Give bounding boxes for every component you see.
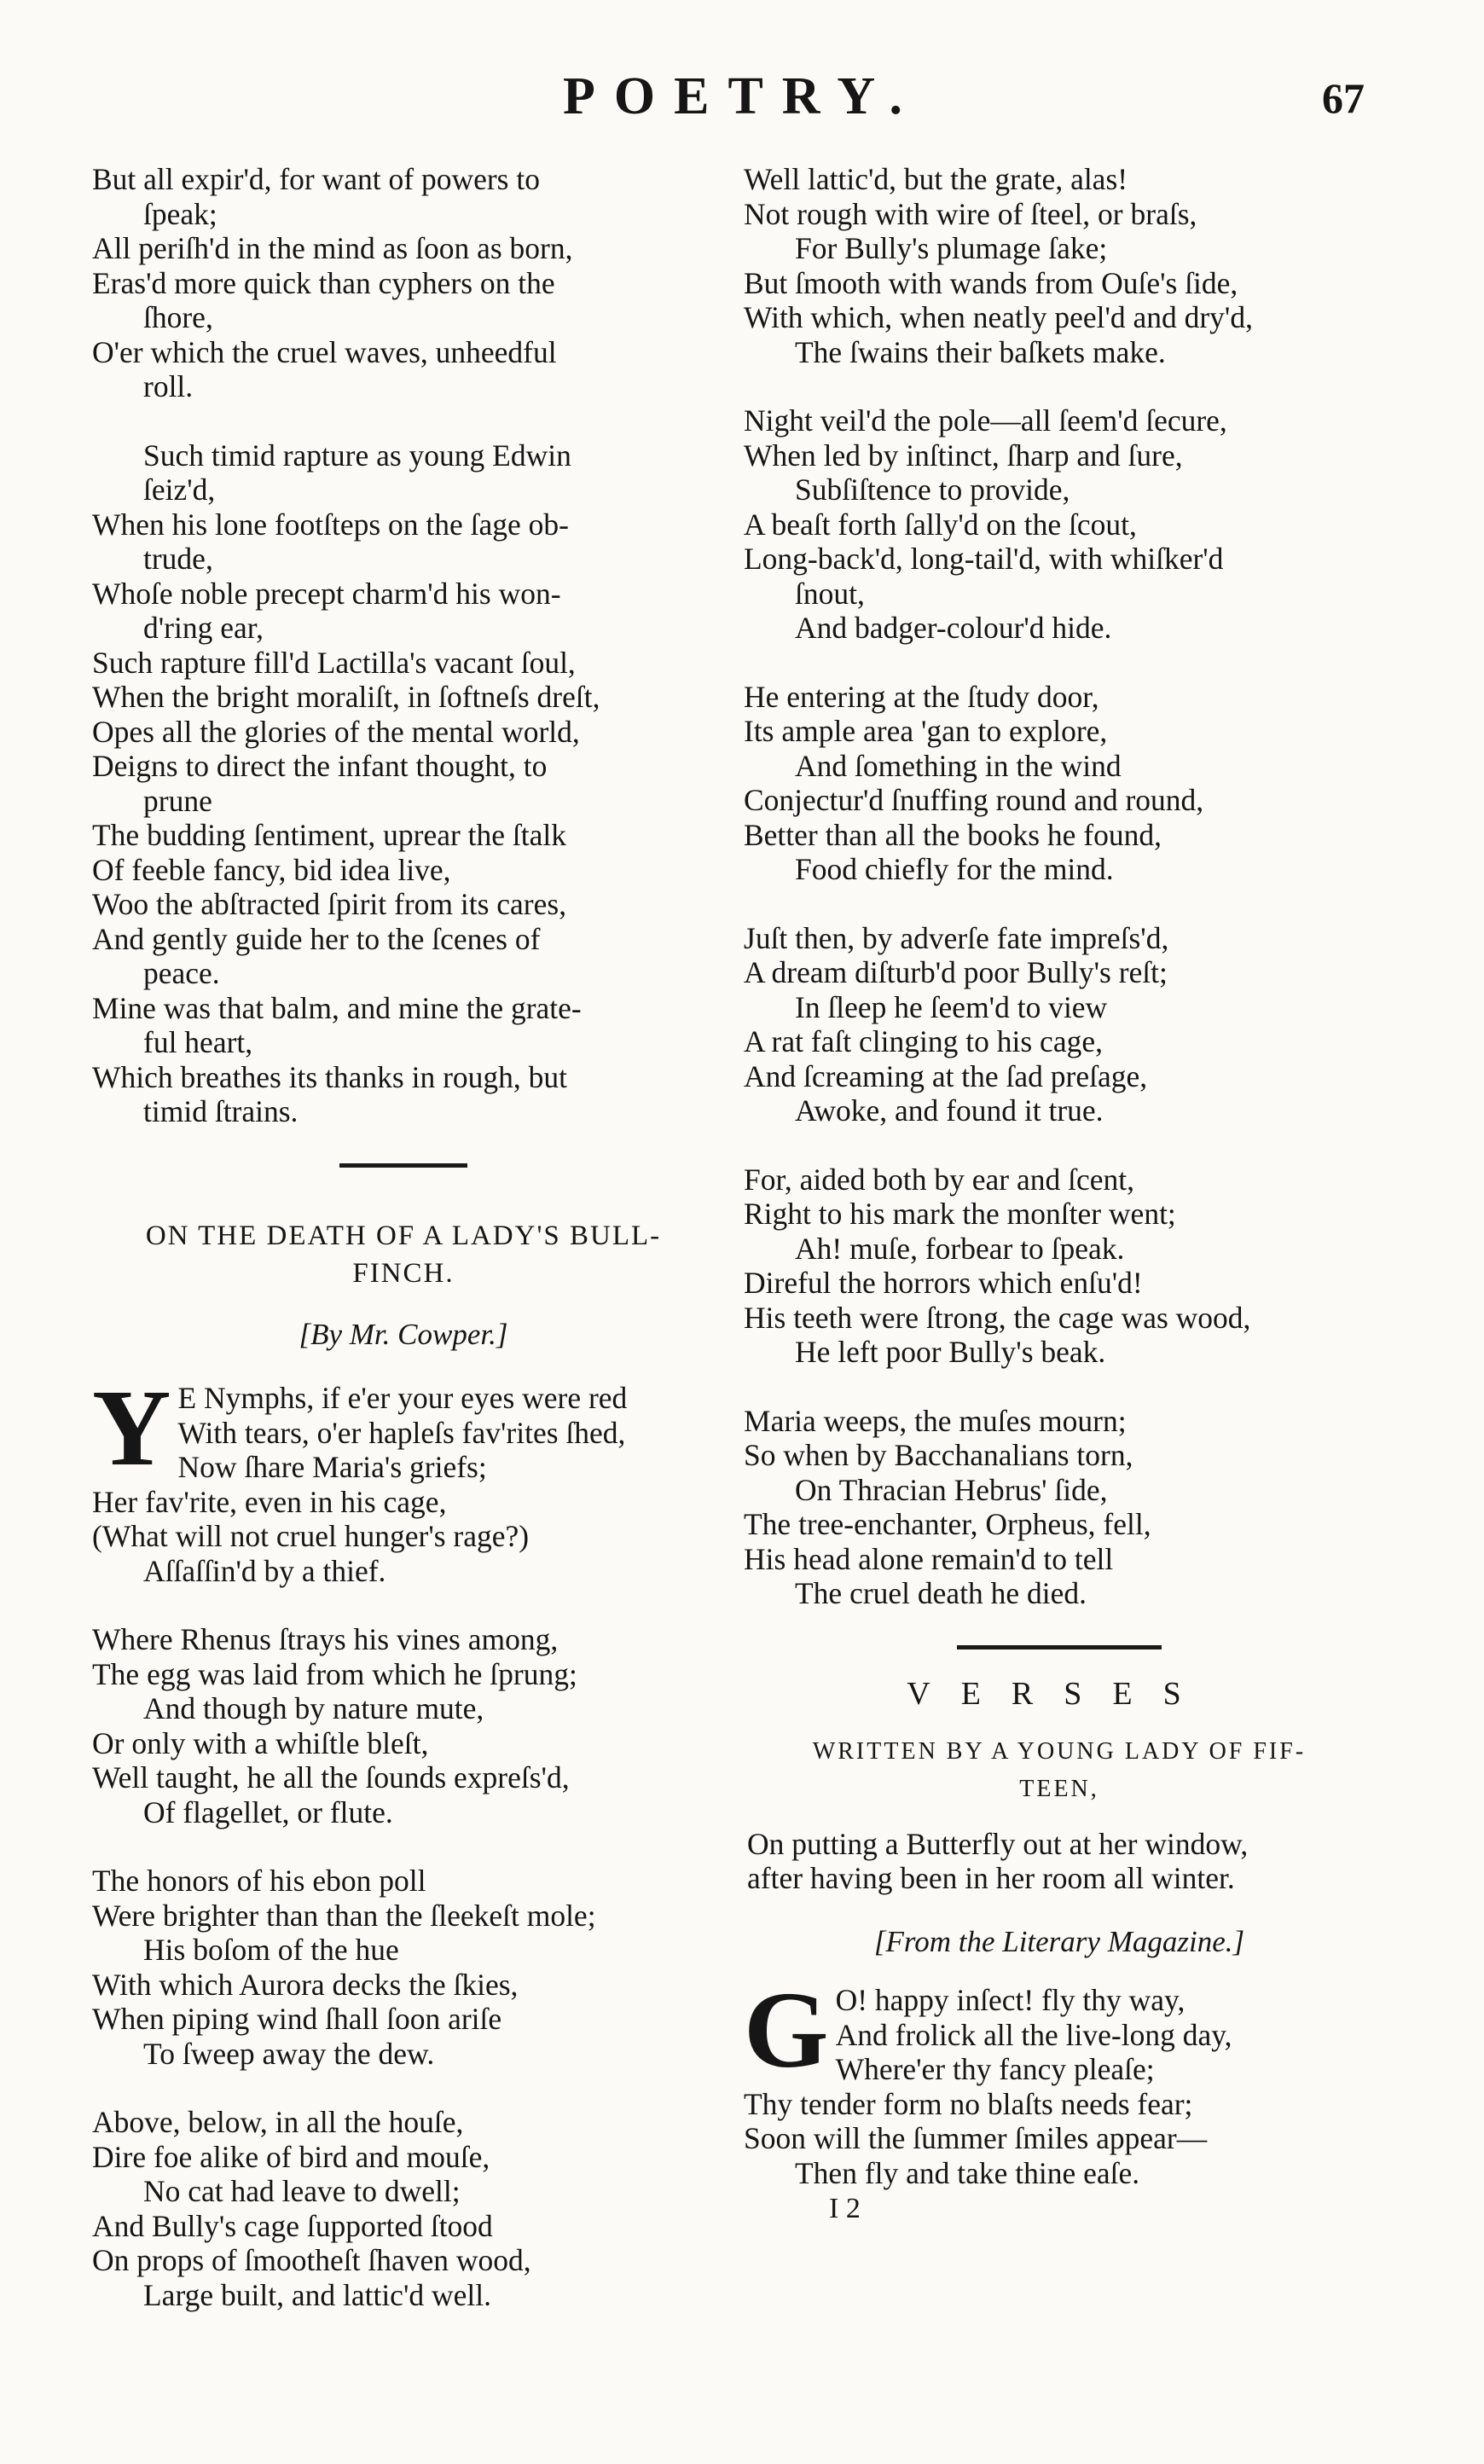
- verse-line: ſhore,: [143, 300, 213, 334]
- verses-subtitle-line: WRITTEN BY A YOUNG LADY OF FIF-: [812, 1737, 1307, 1765]
- verse-line: ſnout,: [795, 576, 865, 611]
- verses-occasion: [744, 1827, 1375, 1896]
- verse-line: And gently guide her to the ſcenes of: [92, 921, 541, 956]
- stanza: [92, 1622, 715, 1829]
- stanza-lines: [744, 1969, 1375, 2090]
- verse-line: With which, when neatly peel'd and dry'd,: [744, 300, 1253, 334]
- verse-line: Then fly and take thine eaſe.: [795, 2155, 1140, 2190]
- stanza: [744, 162, 1375, 369]
- verse-line: ful heart,: [143, 1025, 253, 1059]
- verse-line: For Bully's plumage ſake;: [795, 231, 1108, 265]
- verse-line: On Thracian Hebrus' ſide,: [795, 1472, 1108, 1507]
- verse-line: A rat faſt clinging to his cage,: [744, 1024, 1103, 1058]
- verse-line: (What will not cruel hunger's rage?): [92, 1519, 530, 1553]
- verse-line: d'ring ear,: [143, 611, 264, 645]
- verse-line: The egg was laid from which he ſprung;: [92, 1656, 577, 1691]
- stanza: [744, 921, 1375, 1128]
- verse-line: But ſmooth with wands from Ouſe's ſide,: [744, 265, 1238, 300]
- verse-line: His head alone remain'd to tell: [744, 1541, 1114, 1576]
- verse-line: ſeiz'd,: [143, 473, 216, 507]
- verses-subtitle: [744, 1733, 1375, 1808]
- verse-line: O'er which the cruel waves, unheedful: [92, 334, 557, 369]
- verse-line: A dream diſturb'd poor Bully's reſt;: [744, 955, 1168, 989]
- verse-line: A beaſt forth ſally'd on the ſcout,: [744, 507, 1137, 542]
- verse-line: Long-back'd, long-tail'd, with whiſker'd: [744, 542, 1224, 576]
- verse-line: He entering at the ſtudy door,: [744, 679, 1099, 714]
- verse-line: Whoſe noble precept charm'd his won-: [92, 576, 561, 611]
- verse-line: When led by inſtinct, ſharp and ſure,: [744, 438, 1183, 473]
- verse-line: Opes all the glories of the mental world,: [92, 714, 580, 749]
- verse-line: prune: [143, 783, 212, 818]
- verse-line: But all expir'd, for want of powers to: [92, 162, 540, 196]
- stanza: [92, 162, 715, 404]
- poem-body: [744, 162, 1375, 1611]
- stanza: [92, 438, 715, 1129]
- verse-line: ſpeak;: [143, 196, 217, 231]
- verse-line: With which Aurora decks the ſkies,: [92, 1967, 519, 2002]
- running-head: POETRY.: [563, 67, 921, 125]
- poem-title: [92, 1217, 715, 1292]
- verse-line: When his lone footſteps on the ſage ob-: [92, 507, 569, 542]
- verse-line: Awoke, and found it true.: [795, 1093, 1104, 1128]
- drop-cap: Y: [92, 1367, 171, 1488]
- right-column: [744, 162, 1375, 2227]
- verse-line: And though by nature mute,: [143, 1691, 484, 1725]
- verse-line: In ſleep he ſeem'd to view: [795, 989, 1108, 1024]
- poem-title-line: FINCH.: [352, 1257, 455, 1289]
- verse-line: Of flagellet, or flute.: [143, 1794, 393, 1829]
- stanza-lines: [92, 1367, 715, 1488]
- verse-line: His teeth were ſtrong, the cage was wood,: [744, 1300, 1251, 1335]
- verse-line: Better than all the books he found,: [744, 817, 1162, 852]
- stanza: [92, 2105, 715, 2312]
- verse-line: Subſiſtence to provide,: [795, 473, 1070, 507]
- verse-line: With tears, o'er hapleſs fav'rites ſhed,: [177, 1415, 626, 1450]
- verse-line: So when by Bacchanalians torn,: [744, 1438, 1133, 1472]
- verse-line: trude,: [143, 542, 213, 576]
- verse-line: He left poor Bully's beak.: [795, 1335, 1106, 1369]
- verse-line: And badger-colour'd hide.: [795, 611, 1112, 645]
- verse-line: Now ſhare Maria's griefs;: [177, 1450, 487, 1484]
- verse-line: For, aided both by ear and ſcent,: [744, 1162, 1134, 1197]
- verse-line: Ah! muſe, forbear to ſpeak.: [795, 1231, 1125, 1266]
- verse-line: after having been in her room all winter.: [747, 1861, 1235, 1895]
- left-column: [92, 162, 715, 2346]
- verse-line: Or only with a whiſtle bleſt,: [92, 1725, 429, 1760]
- verse-line: Food chiefly for the mind.: [795, 852, 1114, 886]
- verse-line: And frolick all the live-long day,: [835, 2017, 1232, 2052]
- poem-excerpt: [92, 162, 715, 1129]
- verse-line: Of feeble fancy, bid idea live,: [92, 852, 451, 887]
- poem-byline: [By Mr. Cowper.]: [299, 1317, 508, 1351]
- verse-line: And ſomething in the wind: [795, 748, 1122, 783]
- verse-line: On putting a Butterfly out at her window,: [747, 1826, 1249, 1861]
- verse-line: Such rapture fill'd Lactilla's vacant ſoul,: [92, 645, 576, 680]
- verse-line: timid ſtrains.: [143, 1094, 299, 1128]
- verse-line: Maria weeps, the muſes mourn;: [744, 1403, 1127, 1438]
- verse-line: When piping wind ſhall ſoon ariſe: [92, 2002, 502, 2036]
- verse-line: Not rough with wire of ſteel, or braſs,: [744, 196, 1197, 231]
- verse-line: Woo the abſtracted ſpirit from its cares,: [92, 887, 567, 921]
- verse-line: roll.: [143, 369, 194, 403]
- verse-line: When the bright moraliſt, in ſoftneſs dreſt,: [92, 680, 600, 714]
- stanza: [744, 1969, 1375, 2190]
- verse-line: The tree-enchanter, Orpheus, fell,: [744, 1507, 1151, 1541]
- verse-line: Where Rhenus ſtrays his vines among,: [92, 1622, 559, 1656]
- verse-line: And Bully's cage ſupported ſtood: [92, 2208, 493, 2243]
- verse-line: E Nymphs, if e'er your eyes were red: [177, 1381, 628, 1415]
- verse-line: Were brighter than than the ſleekeſt mole;: [92, 1898, 596, 1933]
- verse-line: Conjectur'd ſnuffing round and round,: [744, 783, 1204, 817]
- verse-line: Deigns to direct the infant thought, to: [92, 749, 548, 783]
- stanza: [92, 1864, 715, 2071]
- verse-line: The cruel death he died.: [795, 1576, 1087, 1610]
- verse-line: peace.: [143, 956, 220, 990]
- verses-source: [From the Literary Magazine.]: [873, 1924, 1245, 1958]
- verse-line: Juſt then, by adverſe fate impreſs'd,: [744, 920, 1169, 955]
- verse-line: His boſom of the hue: [143, 1933, 399, 1967]
- stanza: [744, 680, 1375, 887]
- poem-body: [92, 1622, 715, 2312]
- verse-line: Eras'd more quick than cyphers on the: [92, 265, 555, 300]
- poem-title-line: ON THE DEATH OF A LADY'S BULL-: [145, 1220, 662, 1251]
- verse-line: And ſcreaming at the ſad preſage,: [744, 1058, 1148, 1093]
- verse-line: Mine was that balm, and mine the grate-: [92, 990, 582, 1025]
- verse-line: Large built, and lattic'd well.: [143, 2277, 491, 2312]
- stanza: [744, 1162, 1375, 1370]
- verses-subtitle-line: TEEN,: [1019, 1775, 1099, 1802]
- page-number: 67: [1322, 74, 1365, 122]
- verse-line: Dire foe alike of bird and mouſe,: [92, 2139, 490, 2174]
- verse-line: Where'er thy fancy pleaſe;: [835, 2052, 1155, 2086]
- verse-line: Aſſaſſin'd by a thief.: [143, 1553, 386, 1588]
- dropcap-block: [92, 1367, 715, 1488]
- stanza-lines: [92, 1485, 715, 1589]
- section-rule: [339, 1163, 467, 1168]
- page-header: [0, 67, 1484, 135]
- verse-line: Direful the horrors which enſu'd!: [744, 1266, 1143, 1300]
- verse-line: Thy tender form no blaſts needs fear;: [744, 2086, 1193, 2121]
- stanza-lines: [744, 2087, 1375, 2191]
- section-rule: [957, 1645, 1162, 1649]
- verse-line: Soon will the ſummer ſmiles appear—: [744, 2121, 1208, 2155]
- dropcap-block: [744, 1969, 1375, 2090]
- catchword: I 2: [829, 2193, 861, 2224]
- verse-line: Her fav'rite, even in his cage,: [92, 1484, 447, 1519]
- stanza: [744, 403, 1375, 646]
- verse-line: No cat had leave to dwell;: [143, 2174, 461, 2208]
- verse-line: On props of ſmootheſt ſhaven wood,: [92, 2243, 531, 2277]
- verse-line: To ſweep away the dew.: [143, 2036, 435, 2071]
- verse-line: All periſh'd in the mind as ſoon as born,: [92, 231, 573, 265]
- stanza: [744, 1404, 1375, 1611]
- verse-line: Its ample area 'gan to explore,: [744, 714, 1108, 748]
- verse-line: O! happy inſect! fly thy way,: [835, 1983, 1185, 2017]
- drop-cap: G: [744, 1969, 829, 2090]
- verse-line: Night veil'd the pole—all ſeem'd ſecure,: [744, 403, 1227, 438]
- verse-line: The honors of his ebon poll: [92, 1864, 426, 1898]
- verses-heading: VERSES: [907, 1675, 1212, 1712]
- verse-line: The budding ſentiment, uprear the ſtalk: [92, 818, 567, 852]
- verse-line: Well taught, he all the ſounds expreſs'd,: [92, 1760, 570, 1794]
- verse-line: Right to his mark the monſter went;: [744, 1197, 1176, 1231]
- verse-line: The ſwains their baſkets make.: [795, 334, 1166, 369]
- verse-line: Which breathes its thanks in rough, but: [92, 1059, 568, 1094]
- verse-line: Well lattic'd, but the grate, alas!: [744, 162, 1128, 196]
- verse-line: Above, below, in all the houſe,: [92, 2105, 464, 2139]
- verse-line: Such timid rapture as young Edwin: [143, 438, 571, 473]
- stanza: [92, 1367, 715, 1588]
